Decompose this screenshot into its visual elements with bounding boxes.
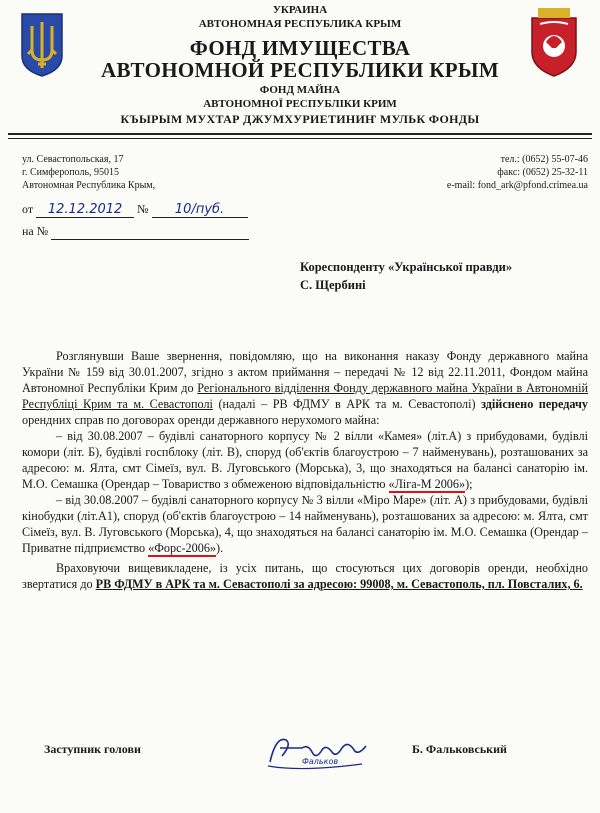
header-country: УКРАИНА xyxy=(272,4,328,16)
address-street: ул. Севастопольская, 17 xyxy=(22,154,124,165)
header-org-uk-2: АВТОНОМНОЇ РЕСПУБЛІКИ КРИМ xyxy=(203,98,397,110)
list-item-kameya: – від 30.08.2007 – будівлі санаторного корпусу № 2 вілли «Камея» (літ.А) з прибудовами, будівлі комори (літ. Б), будівлі госпблоку (літ. В), споруд (об'єктів благоустрою – 7 найменувань), розташованих за адресою: м. Ялта, смт Сімеїз, вул. В. Луговського (Морська), 3, що знаходяться на балансі санаторію ім. М.О. Семашка (Орендар – Товариство з обмеженою відповідальністю «Ліга-М 2006»); xyxy=(22,429,588,491)
paragraph-2: Враховуючи вищевикладене, із усіх питань, що стосуються цих договорів оренди, необхідно звертатися до РВ ФДМУ в АРК та м. Севастополі за адресою: 99008, м. Севастополь, пл. Повсталих, 6. xyxy=(22,561,588,591)
address-city: г. Симферополь, 95015 xyxy=(22,167,120,178)
handwritten-signature xyxy=(262,726,372,774)
paragraph-1: Розглянувши Ваше звернення, повідомляю, що на виконання наказу Фонду державного майна України № 159 від 30.01.2007, згідно з актом приймання – передачі № 12 від 22.11.2011, Фондом майна Автономної Республіки Крим до Регіонального відділення Фонду державного майна України в Автономній Республіці Крим та м. Севастополі (надалі – РВ ФДМУ в АРК та м. Севастополі) здійснено передачу орендних справ по договорах оренди державного нерухомого майна: xyxy=(22,349,588,427)
recipient-line2: С. Щербині xyxy=(300,278,366,292)
reg-number-sign: № xyxy=(137,202,149,216)
list-item-miro-mare: – від 30.08.2007 – будівлі санаторного корпусу № 3 вілли «Міро Маре» (літ. А) з прибудовами, будівлі кінобудки (літ.А1), споруд (об'єктів благоустрою – 14 найменувань), розташованих за адресою: м. Ялта, смт Сімеїз, вул. В. Луговського (Морська), 4, що знаходяться на балансі санаторію ім. М.О. Семашка (Орендар – Приватне підприємство «Форс-2006»). xyxy=(22,493,588,555)
header-org-crh: КЪЫРЫМ МУХТАР ДЖУМХУРИЕТИНИҤ МУЛЬК ФОНДЫ xyxy=(120,112,480,126)
contact-tel: тел.: (0652) 55-07-46 xyxy=(500,154,588,165)
tenant-fors: «Форс-2006» xyxy=(148,541,217,555)
ref-label: на № xyxy=(22,224,49,238)
contact-address: РВ ФДМУ в АРК та м. Севастополі за адресою: 99008, м. Севастополь, пл. Повсталих, 6. xyxy=(95,577,583,591)
signatory-name: Б. Фальковський xyxy=(412,742,507,756)
sender-contacts xyxy=(447,153,588,192)
header-republic: АВТОНОМНАЯ РЕСПУБЛИКА КРЫМ xyxy=(198,18,402,30)
regional-office-link: Регіонального відділення Фонду державного майна України в Автономній Республіці Крим та м. Севастополі xyxy=(22,381,588,411)
reference-block xyxy=(22,224,249,240)
reg-from-label: от xyxy=(22,202,34,216)
header-org-ru-1: ФОНД ИМУЩЕСТВА xyxy=(189,36,411,60)
reg-date: 12.12.2012 xyxy=(47,202,123,217)
reg-number: 10/пуб. xyxy=(174,202,225,217)
letter-body xyxy=(22,348,588,592)
tenant-liga: «Ліга-М 2006» xyxy=(388,477,466,491)
header-org-uk-1: ФОНД МАЙНА xyxy=(259,84,341,96)
contact-email: e-mail: fond_ark@pfond.crimea.ua xyxy=(446,180,588,191)
header-rule-bottom xyxy=(8,138,592,139)
header-org-ru-2: АВТОНОМНОЙ РЕСПУБЛИКИ КРЫМ xyxy=(101,58,499,82)
header-rule-top xyxy=(8,133,592,135)
registration-block xyxy=(22,202,248,218)
contact-fax: факс: (0652) 25-32-11 xyxy=(497,167,588,178)
signatory-position: Заступник голови xyxy=(44,742,141,756)
recipient xyxy=(300,258,512,294)
address-region: Автономная Республика Крым, xyxy=(22,180,156,191)
sender-address xyxy=(22,153,155,192)
recipient-line1: Кореспонденту «Української правди» xyxy=(300,260,513,274)
signature-scribble: Фальков xyxy=(302,757,339,766)
